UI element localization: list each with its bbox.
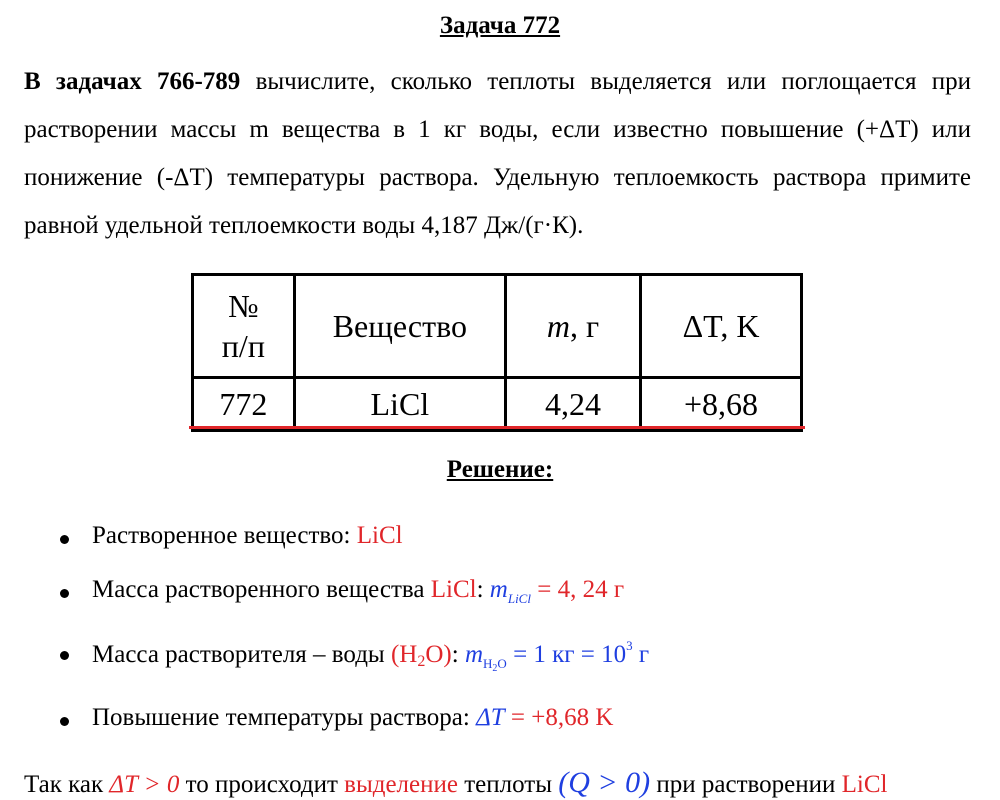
header-mass: m, г: [505, 275, 640, 378]
cell-mass: 4,24: [505, 378, 640, 431]
bullet-icon: [60, 717, 69, 726]
delta-t-symbol: ΔT: [682, 308, 721, 344]
bullet-icon: [60, 535, 69, 544]
cell-substance: LiCl: [294, 378, 505, 431]
data-table: [191, 273, 803, 432]
bullet-icon: [60, 651, 69, 660]
header-substance: Вещество: [294, 275, 505, 378]
problem-text: вычислите, сколько теплоты выделяется или поглощается при растворении массы m вещества в 1 кг воды, если известно повышение (+ΔТ) или понижение (-ΔТ) температуры раствора. Удельную теплоемкость раствора примите равной удельной теплоемкости воды 4,187 Дж/(г·К).: [24, 68, 971, 239]
header-number: № п/п: [193, 275, 295, 378]
table-row: [193, 378, 802, 431]
cell-delta-t: +8,68: [641, 378, 802, 431]
table-red-underline: [189, 426, 805, 429]
solution-title: Решение:: [446, 456, 554, 483]
table-header-row: [193, 275, 802, 378]
bullet-icon: [60, 589, 69, 598]
header-delta-t: ΔT, K: [641, 275, 802, 378]
page-title: Задача 772: [439, 12, 561, 39]
cell-number: 772: [193, 378, 295, 431]
problem-range: В задачах 766-789: [24, 68, 241, 95]
problem-statement: [24, 58, 971, 250]
conclusion-text: Так как ΔT > 0 то происходит выделение теплоты (Q > 0) при растворении LiCl: [24, 766, 888, 799]
